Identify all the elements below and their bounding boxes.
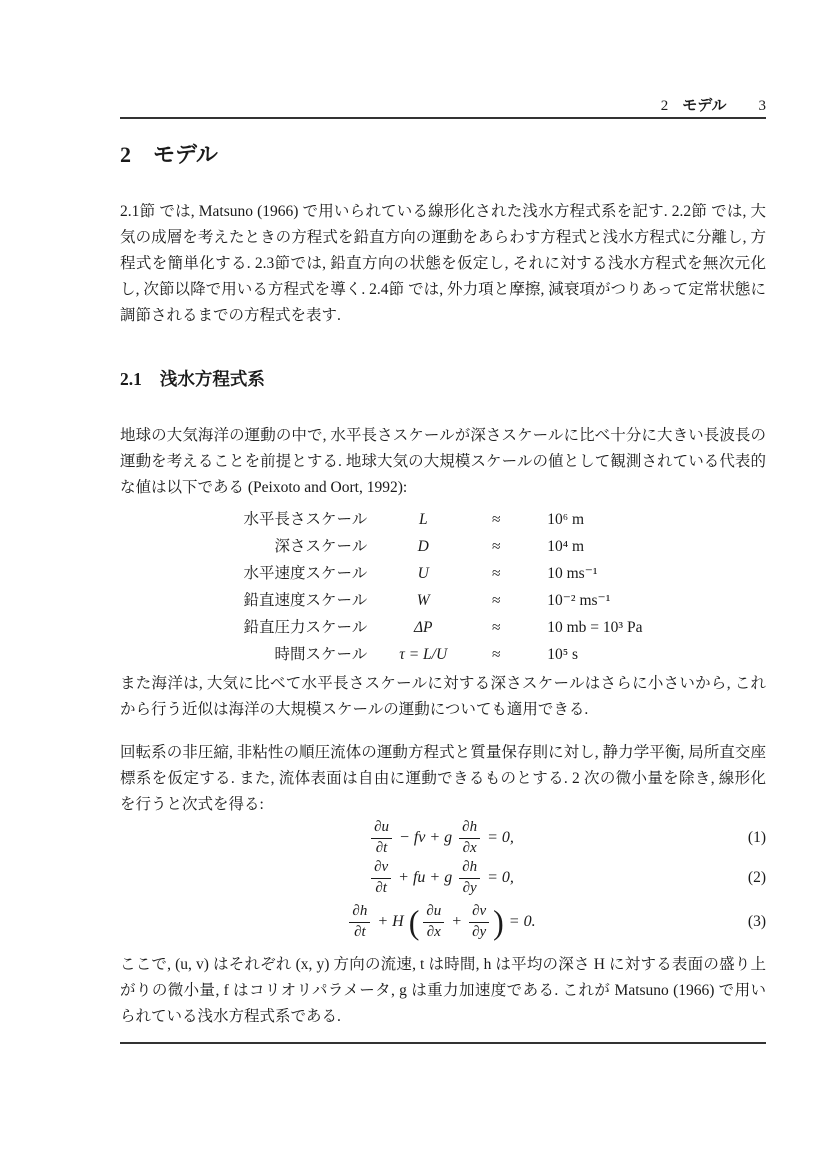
- section-heading: [120, 138, 218, 169]
- page-number: 3: [758, 98, 766, 114]
- scale-row-value: 10⁻² ms⁻¹: [547, 592, 611, 609]
- rotating-paragraph: 回転系の非圧縮, 非粘性の順圧流体の運動方程式と質量保存則に対し, 静力学平衡, 局所直交座標系を仮定する. また, 流体表面は自由に運動できるものとする. 2 次の微小量を除き, 線形化を行うと次式を得る:: [120, 744, 766, 813]
- equations-block: [120, 818, 766, 946]
- ocean-paragraph: また海洋は, 大気に比べて水平長さスケールに対する深さスケールはさらに小さいから, これから行う近似は海洋の大規模スケールの運動についても適用できる.: [120, 675, 766, 718]
- scale-row-value: 10⁴ m: [547, 538, 585, 555]
- scales-intro-paragraph: 地球の大気海洋の運動の中で, 水平長さスケールが深さスケールに比べ十分に大きい長波長の運動を考えることを前提とする. 地球大気の大規模スケールの値として観測されている代表的な値は以下である (Peixoto and Oort, 1992):: [120, 427, 766, 496]
- fraction: $\frac{\partial h}{\partial x}$: [459, 819, 480, 857]
- scale-row-label: 鉛直速度スケール: [243, 592, 368, 609]
- fraction: $\frac{\partial v}{\partial t}$: [371, 859, 391, 897]
- equation-3: $\frac{\partial h}{\partial t}$ + H ( $\frac{\partial u}{\partial x}$ + $\frac{\partial v}{\partial y}$ ) = 0. (3): [120, 898, 766, 946]
- page-header: [120, 94, 766, 115]
- fraction: $\frac{\partial h}{\partial t}$: [349, 903, 370, 941]
- subsection-title: 浅水方程式系: [159, 369, 265, 389]
- section-number: 2: [120, 142, 131, 167]
- scale-row-relation: ≈: [491, 511, 501, 528]
- scale-table: [120, 506, 766, 668]
- scale-row-label: 鉛直圧力スケール: [243, 619, 368, 636]
- scale-row-value: 10⁶ m: [547, 511, 585, 528]
- scale-row-symbol: D: [417, 538, 429, 555]
- scale-row-relation: ≈: [491, 592, 501, 609]
- equation-2: $\frac{\partial v}{\partial t}$ + fu + g $\frac{\partial h}{\partial y}$ = 0, (2): [120, 858, 766, 898]
- scale-row-relation: ≈: [491, 538, 501, 555]
- equation-1: $\frac{\partial u}{\partial t}$ − fv + g $\frac{\partial h}{\partial x}$ = 0, (1): [120, 818, 766, 858]
- equation-number: (2): [747, 869, 766, 886]
- header-rule: [120, 117, 766, 119]
- scale-row-symbol: L: [418, 511, 428, 528]
- equation-number: (3): [747, 913, 766, 930]
- scale-row-label: 時間スケール: [274, 646, 368, 663]
- subsection-heading: [120, 366, 265, 391]
- scale-row-symbol: ΔP: [413, 619, 433, 636]
- scale-row-relation: ≈: [491, 565, 501, 582]
- fraction: $\frac{\partial h}{\partial y}$: [459, 859, 480, 897]
- fraction: $\frac{\partial u}{\partial t}$: [371, 819, 392, 857]
- scale-row-relation: ≈: [491, 646, 501, 663]
- fraction: $\frac{\partial v}{\partial y}$: [469, 903, 489, 941]
- right-paren: ): [493, 903, 504, 941]
- scale-row-value: 10 ms⁻¹: [547, 565, 598, 582]
- scale-row-label: 深さスケール: [274, 538, 368, 555]
- left-paren: (: [408, 903, 420, 941]
- scale-row-label: 水平長さスケール: [243, 511, 368, 528]
- scale-row-value: 10 mb = 10³ Pa: [547, 619, 643, 636]
- scale-row-symbol: W: [416, 592, 430, 609]
- scale-row-relation: ≈: [491, 619, 501, 636]
- subsection-number: 2.1: [120, 369, 142, 389]
- scale-row-symbol: τ = L/U: [399, 646, 448, 663]
- closing-paragraph: ここで, (u, v) はそれぞれ (x, y) 方向の流速, t は時間, h は平均の深さ H に対する表面の盛り上がりの微小量, f はコリオリパラメータ, g は重力加速度である. これが Matsuno (1966) で用いられている浅水方程式系である.: [120, 956, 766, 1025]
- scale-row-label: 水平速度スケール: [243, 565, 368, 582]
- scale-row-value: 10⁵ s: [547, 646, 579, 663]
- scale-row-symbol: U: [417, 565, 429, 582]
- footer-rule: [120, 1042, 766, 1044]
- intro-paragraph: 2.1節 では, Matsuno (1966) で用いられている線形化された浅水方程式系を記す. 2.2節 では, 大気の成層を考えたときの方程式を鉛直方向の運動をあらわす方程式と浅水方程式に分離し, 方程式を簡単化する. 2.3節では, 鉛直方向の状態を仮定し, それに対する浅水方程式を無次元化し, 次節以降で用いる方程式を導く. 2.4節 では, 外力項と摩擦, 減衰項がつりあって定常状態に調節されるまでの方程式を表す.: [120, 203, 766, 324]
- header-section-title: モデル: [682, 97, 727, 114]
- fraction: $\frac{\partial u}{\partial x}$: [423, 903, 444, 941]
- section-title: モデル: [153, 142, 218, 167]
- header-section-number: 2: [660, 98, 669, 114]
- equation-number: (1): [747, 829, 766, 846]
